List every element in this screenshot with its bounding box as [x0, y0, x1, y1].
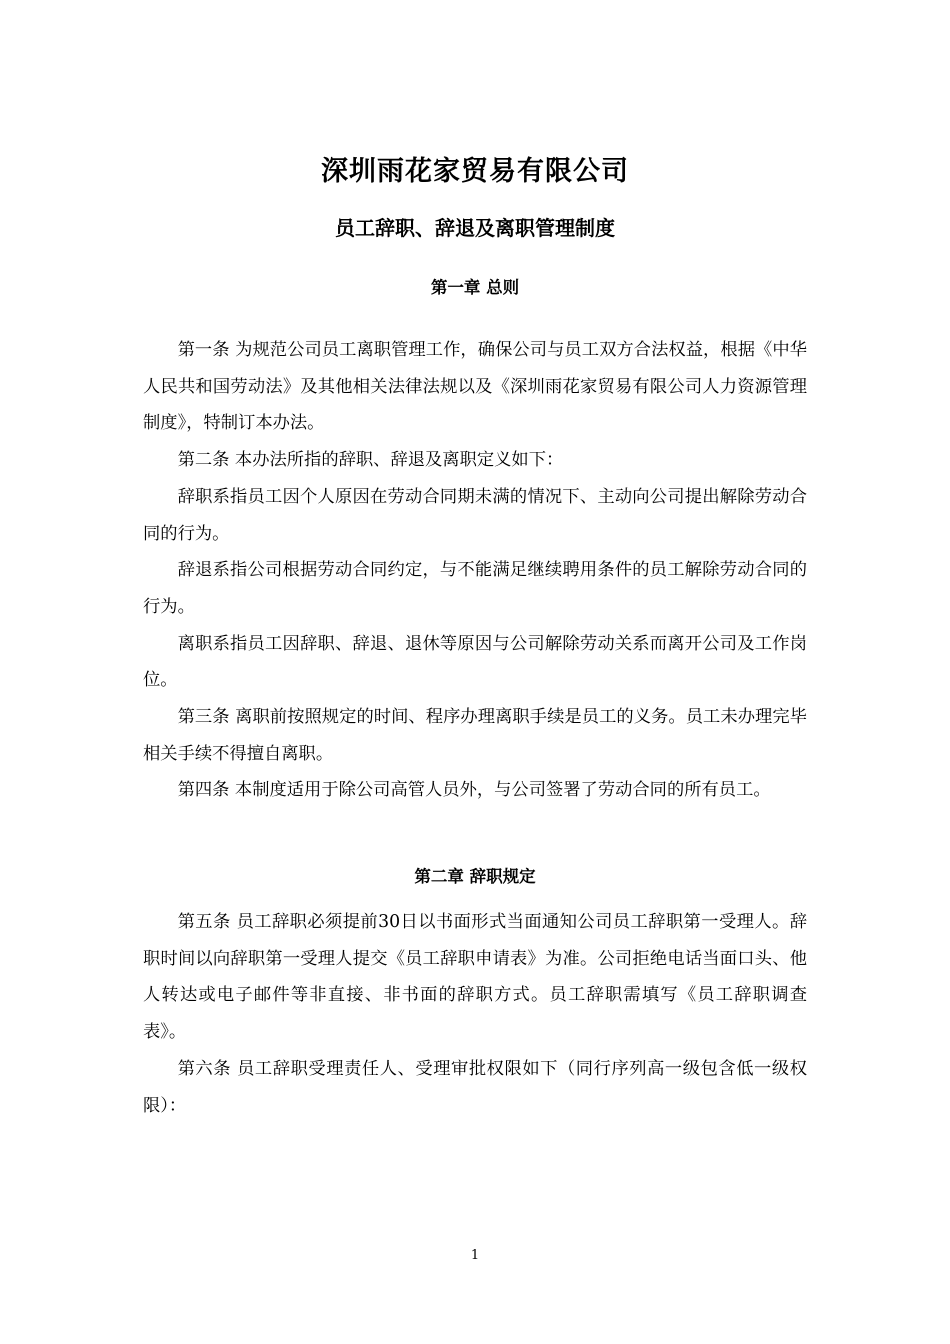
article-5: 第五条 员工辞职必须提前30日以书面形式当面通知公司员工辞职第一受理人。辞职时间以向辞职第一受理人提交《员工辞职申请表》为准。公司拒绝电话当面口头、他人转达或电子邮件等非直接、非书面的辞职方式。员工辞职需填写《员工辞职调查表》。 [143, 912, 807, 1043]
chapter-1-heading: 第一章 总则 [430, 278, 520, 297]
article-6: 第六条 员工辞职受理责任人、受理审批权限如下（同行序列高一级包含低一级权限）： [143, 1058, 807, 1116]
chapter-2-heading: 第二章 辞职规定 [414, 867, 536, 886]
definition-dismissal: 辞退系指公司根据劳动合同约定，与不能满足继续聘用条件的员工解除劳动合同的行为。 [143, 560, 807, 617]
article-2: 第二条 本办法所指的辞职、辞退及离职定义如下： [177, 450, 564, 471]
chapter-1-body [143, 332, 807, 809]
definition-resignation: 辞职系指员工因个人原因在劳动合同期未满的情况下、主动向公司提出解除劳动合同的行为。 [143, 486, 807, 544]
page-number: 1 [470, 1248, 480, 1263]
article-3: 第三条 离职前按照规定的时间、程序办理离职手续是员工的义务。员工未办理完毕相关手续不得擅自离职。 [143, 707, 807, 764]
chapter-2-body [143, 904, 807, 1124]
article-4: 第四条 本制度适用于除公司高管人员外，与公司签署了劳动合同的所有员工。 [177, 780, 771, 801]
company-title: 深圳雨花家贸易有限公司 [321, 156, 629, 187]
document-subtitle: 员工辞职、辞退及离职管理制度 [335, 216, 615, 240]
article-1: 第一条 为规范公司员工离职管理工作，确保公司与员工双方合法权益，根据《中华人民共和国劳动法》及其他相关法律法规以及《深圳雨花家贸易有限公司人力资源管理制度》，特制订本办法。 [143, 340, 807, 434]
definition-departure: 离职系指员工因辞职、辞退、退休等原因与公司解除劳动关系而离开公司及工作岗位。 [143, 633, 807, 691]
